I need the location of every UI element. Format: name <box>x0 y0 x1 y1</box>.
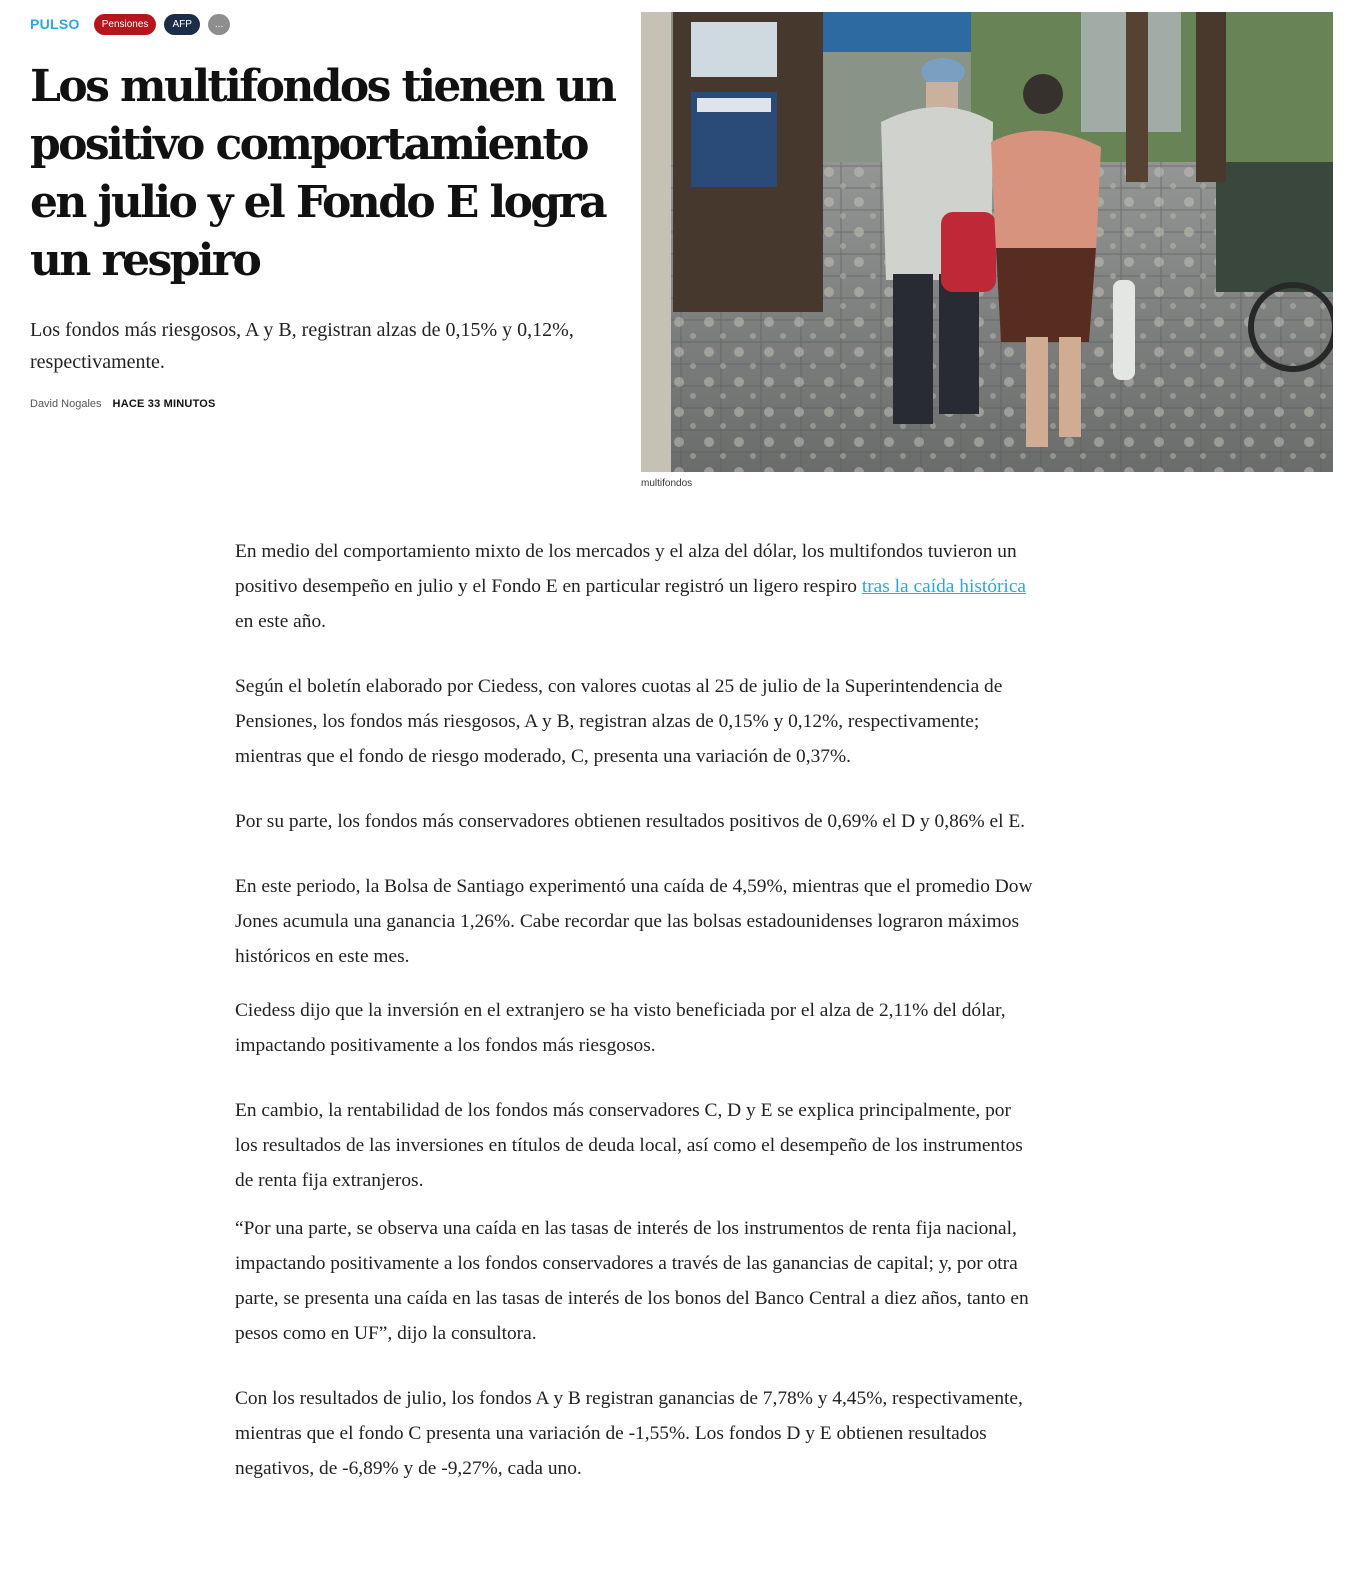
author-name[interactable]: David Nogales <box>30 398 102 410</box>
paragraph-7: “Por una parte, se observa una caída en las tasas de interés de los instrumentos de renta fija nacional, impactando positivamente a los fondos conservadores a través de las ganancias de capital; y, por otra parte, se presenta una caída en las tasas de interés de los bonos del Banco Central a diez años, tanto en pesos como en UF”, dijo la consultora. <box>235 1218 1029 1344</box>
article-photo <box>641 12 1333 472</box>
paragraph-1-text-end: en este año. <box>235 611 326 632</box>
tag-pensiones[interactable]: Pensiones <box>94 14 157 35</box>
paragraph-2: Según el boletín elaborado por Ciedess, con valores cuotas al 25 de julio de la Superintendencia de Pensiones, los fondos más riesgosos, A y B, registran alzas de 0,15% y 0,12%, respectivamente; mientras que el fondo de riesgo moderado, C, presenta una variación de 0,37%. <box>235 676 1003 767</box>
paragraph-3: Por su parte, los fondos más conservadores obtienen resultados positivos de 0,69% el D y 0,86% el E. <box>235 811 1026 832</box>
paragraph-4: En este periodo, la Bolsa de Santiago experimentó una caída de 4,59%, mientras que el promedio Dow Jones acumula una ganancia 1,26%. Cabe recordar que las bolsas estadounidenses lograron máximos históricos en este mes. <box>235 876 1033 967</box>
tag-bar <box>30 12 640 36</box>
photo-caption: multifondos <box>641 478 693 489</box>
section-link[interactable]: PULSO <box>30 16 80 32</box>
paragraph-1-text-start: En medio del comportamiento mixto de los mercados y el alza del dólar, los multifondos tuvieron un positivo desempeño en julio y el Fondo E en particular registró un ligero respiro <box>235 541 1017 597</box>
paragraph-1 <box>235 534 1035 639</box>
tag-more-button[interactable]: ... <box>208 14 230 35</box>
paragraph-8: Con los resultados de julio, los fondos A y B registran ganancias de 7,78% y 4,45%, respectivamente, mientras que el fondo C presenta una variación de -1,55%. Los fondos D y E obtienen resultados negativos, de -6,89% y de -9,27%, cada uno. <box>235 1388 1023 1479</box>
paragraph-6: En cambio, la rentabilidad de los fondos más conservadores C, D y E se explica principalmente, por los resultados de las inversiones en títulos de deuda local, así como el desempeño de los instrumentos de renta fija extranjeros. <box>235 1100 1023 1191</box>
article-title: Los multifondos tienen un positivo comportamiento en julio y el Fondo E logra un respiro <box>30 61 615 286</box>
tag-afp[interactable]: AFP <box>164 14 199 35</box>
article-body <box>235 534 1035 1486</box>
article-subtitle: Los fondos más riesgosos, A y B, registran alzas de 0,15% y 0,12%, respectivamente. <box>30 319 574 373</box>
byline <box>30 398 640 410</box>
article-header <box>30 12 640 410</box>
publish-time: HACE 33 MINUTOS <box>112 398 216 410</box>
paragraph-5: Ciedess dijo que la inversión en el extranjero se ha visto beneficiada por el alza de 2,11% del dólar, impactando positivamente a los fondos más riesgosos. <box>235 1000 1006 1056</box>
historic-drop-link[interactable]: tras la caída histórica <box>861 576 1027 597</box>
